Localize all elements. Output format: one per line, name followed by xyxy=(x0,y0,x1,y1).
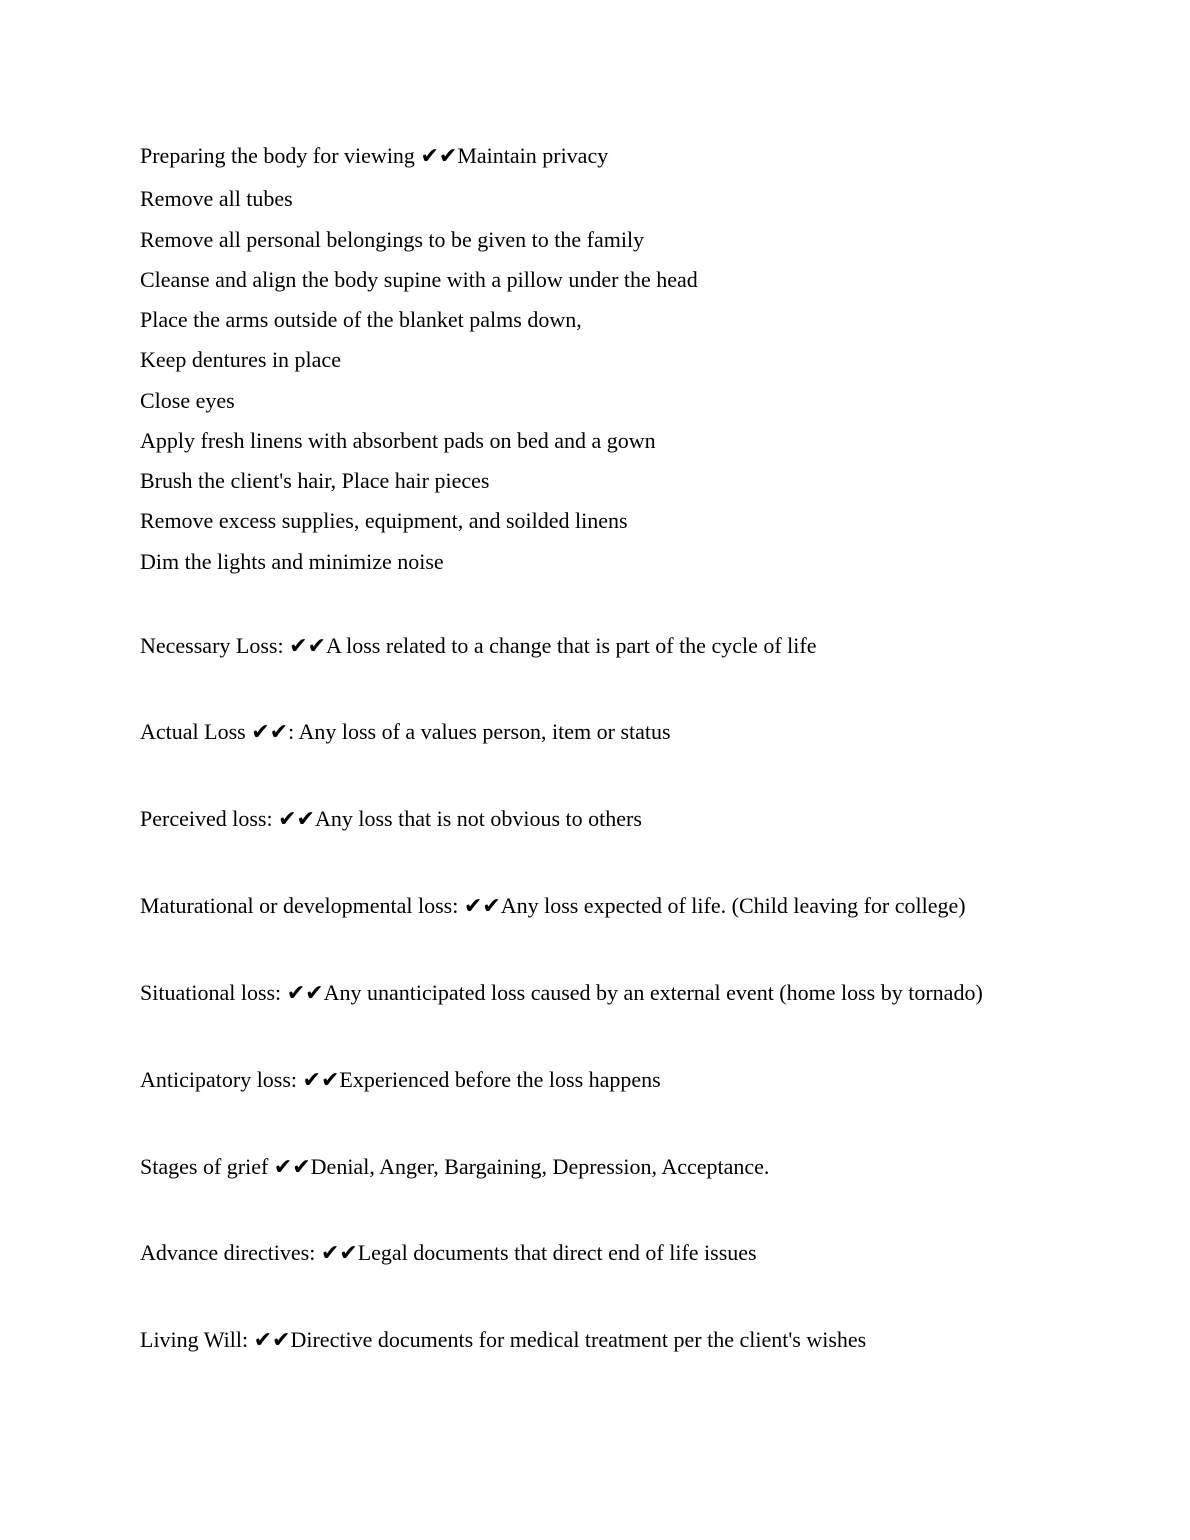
term-definition: Experienced before the loss happens xyxy=(339,1067,661,1092)
double-check-icon: ✔✔ xyxy=(463,894,501,919)
term-line-anticipatory-loss xyxy=(140,1066,661,1095)
term-line-stages-of-grief xyxy=(140,1153,769,1182)
double-check-icon: ✔✔ xyxy=(320,1241,358,1266)
term-definition: Any loss expected of life. (Child leaving for college) xyxy=(500,893,966,918)
term-definition: Legal documents that direct end of life issues xyxy=(357,1240,757,1265)
double-check-icon: ✔✔ xyxy=(286,981,324,1006)
viewing-step: Dim the lights and minimize noise xyxy=(140,549,444,574)
viewing-step: Close eyes xyxy=(140,388,235,413)
viewing-title: Preparing the body for viewing xyxy=(140,143,421,168)
double-check-icon: ✔✔ xyxy=(289,634,326,659)
viewing-step: Remove all personal belongings to be given to the family xyxy=(140,227,645,252)
viewing-step: Remove excess supplies, equipment, and soilded linens xyxy=(140,508,628,533)
viewing-step: Remove all tubes xyxy=(140,186,293,211)
term-definition: : Any loss of a values person, item or status xyxy=(288,719,671,744)
double-check-icon: ✔✔ xyxy=(302,1068,340,1093)
term-line-maturational-loss xyxy=(140,892,966,921)
term-definition: Directive documents for medical treatment per the client's wishes xyxy=(290,1327,867,1352)
term-definition: Any loss that is not obvious to others xyxy=(314,806,642,831)
term-label: Advance directives: xyxy=(140,1240,321,1265)
viewing-step: Brush the client's hair, Place hair pieces xyxy=(140,468,490,493)
term-line-actual-loss xyxy=(140,718,671,747)
double-check-icon: ✔✔ xyxy=(278,807,315,832)
term-definition: Any unanticipated loss caused by an external event (home loss by tornado) xyxy=(323,980,983,1005)
term-definition: A loss related to a change that is part of the cycle of life xyxy=(325,633,817,658)
double-check-icon: ✔✔ xyxy=(420,144,458,169)
term-definition: Denial, Anger, Bargaining, Depression, Acceptance. xyxy=(310,1154,770,1179)
viewing-step: Place the arms outside of the blanket palms down, xyxy=(140,307,582,332)
term-label: Stages of grief xyxy=(140,1154,274,1179)
term-line-situational-loss xyxy=(140,979,983,1008)
term-line-living-will xyxy=(140,1326,866,1355)
double-check-icon: ✔✔ xyxy=(251,720,289,745)
viewing-step: Apply fresh linens with absorbent pads on bed and a gown xyxy=(140,428,656,453)
term-label: Maturational or developmental loss: xyxy=(140,893,464,918)
term-label: Actual Loss xyxy=(140,719,252,744)
viewing-first-step: Maintain privacy xyxy=(457,143,609,168)
term-line-necessary-loss xyxy=(140,632,817,661)
viewing-step: Keep dentures in place xyxy=(140,347,341,372)
term-label: Living Will: xyxy=(140,1327,254,1352)
viewing-step: Cleanse and align the body supine with a pillow under the head xyxy=(140,267,698,292)
term-line-advance-directives xyxy=(140,1239,757,1268)
term-label: Situational loss: xyxy=(140,980,287,1005)
term-label: Anticipatory loss: xyxy=(140,1067,303,1092)
double-check-icon: ✔✔ xyxy=(253,1328,291,1353)
term-label: Perceived loss: xyxy=(140,806,279,831)
double-check-icon: ✔✔ xyxy=(273,1155,311,1180)
term-label: Necessary Loss: xyxy=(140,633,290,658)
viewing-heading-line xyxy=(140,142,608,171)
term-line-perceived-loss xyxy=(140,805,642,834)
